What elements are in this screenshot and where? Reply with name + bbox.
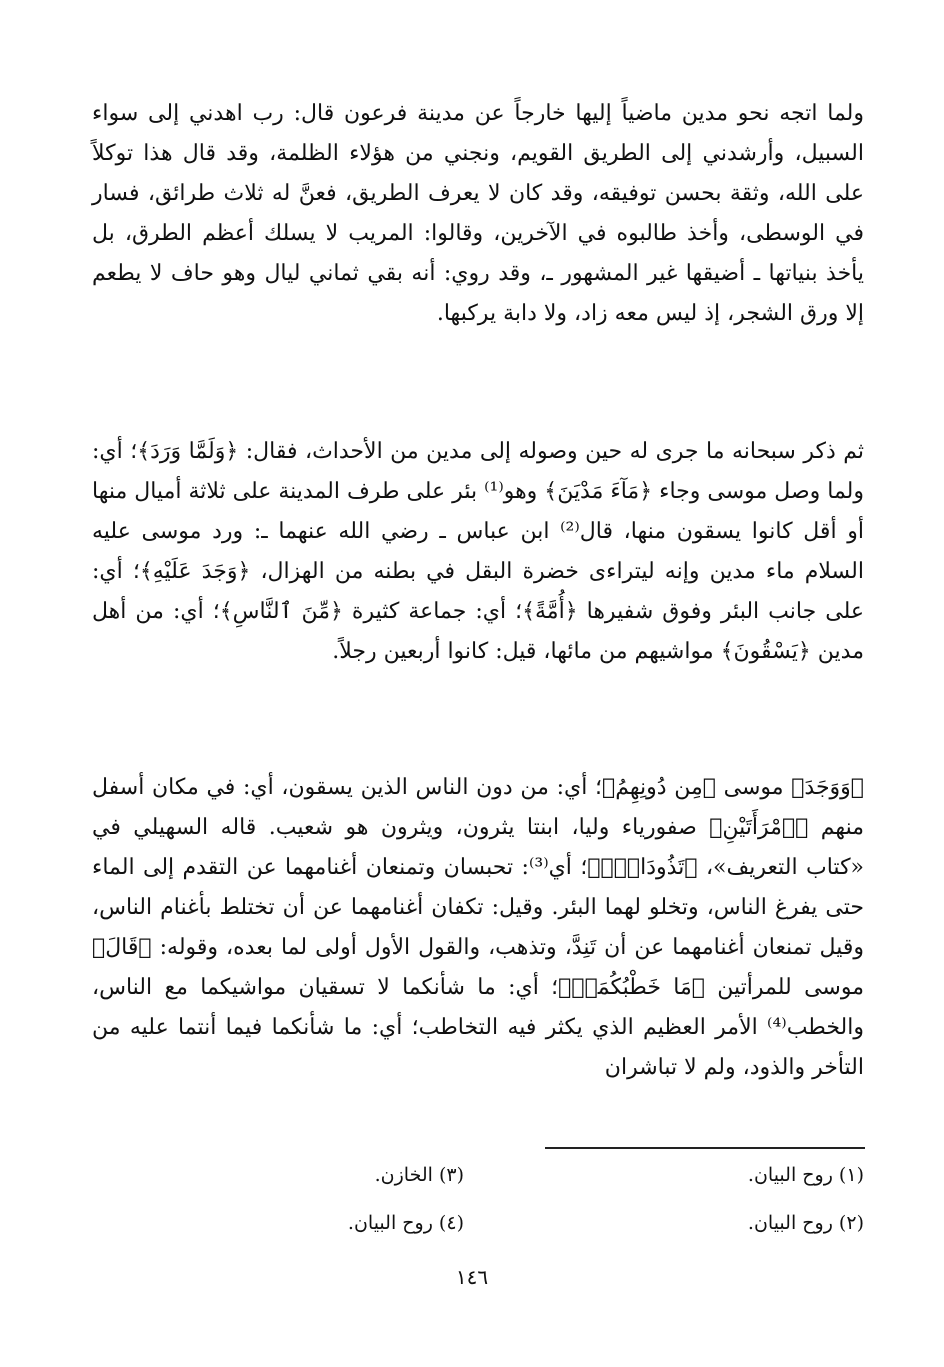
paragraph-3: ﴿وَوَجَدَ﴾ موسى ﴿مِن دُونِهِمُ﴾؛ أي: من دون الناس الذين يسقون، أي: في مكان أسفل منهم ﴿ٱمْرَأَتَيْنِ﴾ صفورياء وليا، ابنتا يثرون، ويثرون هو شعيب. قاله السهيلي في «كتاب التعريف»، ﴿تَذُودَانِۖ﴾؛ أي⁽³⁾: تحبسان وتمنعان أغنامهما عن التقدم إلى الماء حتى يفرغ الناس، وتخلو لهما البئر. وقيل: تكفان أغنامهما عن أن تختلط بأغنام الناس، وقيل تمنعان أغنامهما عن أن تَنِدَّ، وتذهب، والقول الأول أولى لما بعده، وقوله: ﴿قَالَ﴾ موسى للمرأتين ﴿مَا خَطْبُكُمَاۖ﴾؛ أي: ما شأنكما لا تسقيان مواشيكما مع الناس، والخطب⁽⁴⁾ الأمر العظيم الذي يكثر فيه التخاطب؛ أي: ما شأنكما فيما أنتما عليه من التأخر والذود، ولم لا تباشران: [92, 775, 864, 1080]
footnote-3: (٣) الخازن.: [374, 1164, 464, 1186]
paragraph-1: ولما اتجه نحو مدين ماضياً إليها خارجاً عن مدينة فرعون قال: رب اهدني إلى سواء السبيل، وأرشدني إلى الطريق القويم، ونجني من هؤلاء الظلمة، وقد قال هذا توكلاً على الله، وثقة بحسن توفيقه، وقد كان لا يعرف الطريق، فعنَّ له ثلاث طرائق، فسار في الوسطى، وأخذ طالبوه في الآخرين، وقالوا: المريب لا يسلك أعظم الطرق، بل يأخذ بنياتها ـ أضيقها غير المشهور ـ، وقد روي: أنه بقي ثماني ليال وهو حاف لا يطعم إلا ورق الشجر، إذ ليس معه زاد، ولا دابة يركبها.: [92, 101, 864, 326]
paragraph-2: ثم ذكر سبحانه ما جرى له حين وصوله إلى مدين من الأحداث، فقال: ﴿وَلَمَّا وَرَدَ﴾؛ أي: ولما وصل موسى وجاء ﴿مَآءَ مَدْيَنَ﴾ وهو⁽¹⁾ بئر على طرف المدينة على ثلاثة أميال منها أو أقل كانوا يسقون منها، قال⁽²⁾ ابن عباس ـ رضي الله عنهما ـ: ورد موسى عليه السلام ماء مدين وإنه ليتراءى خضرة البقل في بطنه من الهزال، ﴿وَجَدَ عَلَيْهِ﴾؛ أي: على جانب البئر وفوق شفيرها ﴿أُمَّةً﴾؛ أي: جماعة كثيرة ﴿مِّنَ ٱلنَّاسِ﴾؛ أي: من أهل مدين ﴿يَسْقُونَ﴾ مواشيهم من مائها، قيل: كانوا أربعين رجلاً.: [91, 439, 864, 664]
page-number: ١٤٦: [455, 1265, 489, 1289]
footnote-4: (٤) روح البيان.: [347, 1212, 464, 1234]
footnote-1: (١) روح البيان.: [747, 1164, 864, 1186]
footnote-2: (٢) روح البيان.: [747, 1212, 864, 1234]
footnote-separator: [545, 1147, 865, 1149]
